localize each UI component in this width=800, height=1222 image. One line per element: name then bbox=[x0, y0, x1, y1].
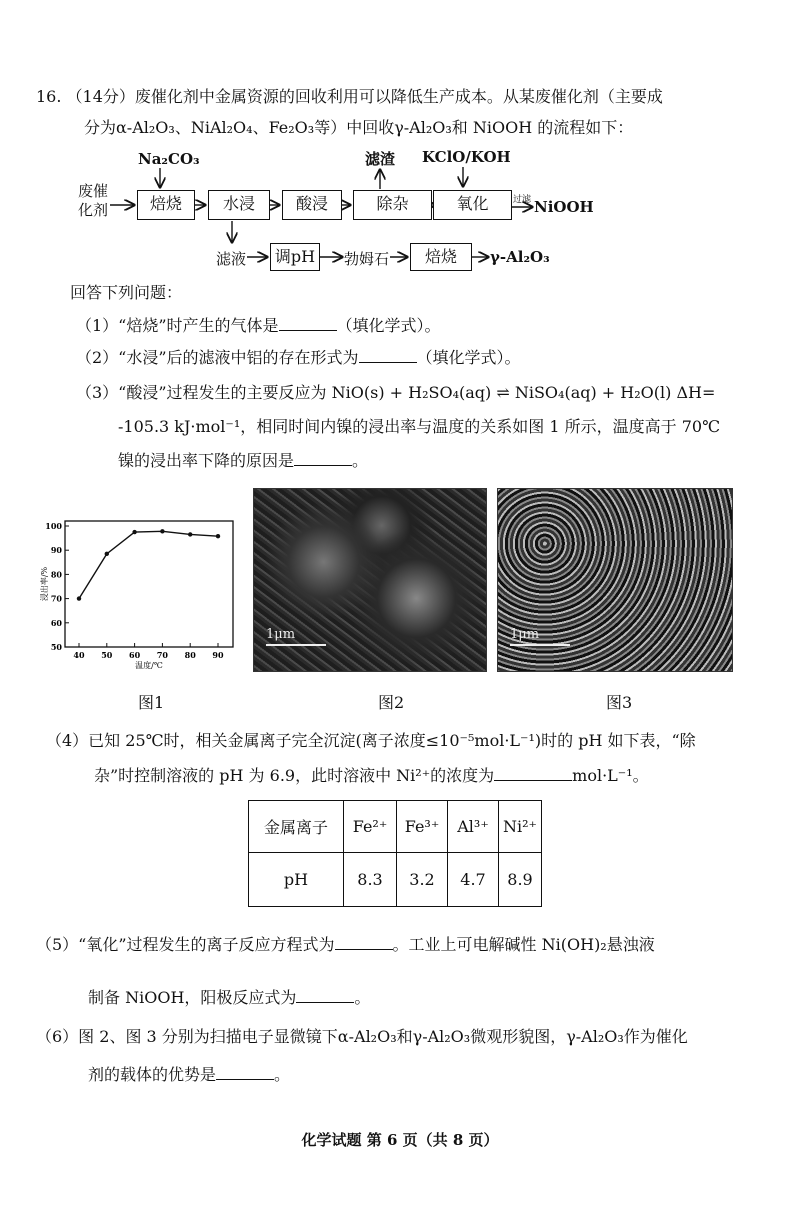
table-cell: 8.3 bbox=[344, 853, 397, 907]
data-point bbox=[105, 552, 109, 556]
q5-answer-blank-1[interactable] bbox=[335, 935, 393, 950]
question-5-line2 bbox=[88, 988, 370, 1008]
x-tick-label: 50 bbox=[101, 650, 113, 660]
table-header: Fe³⁺ bbox=[397, 801, 448, 853]
precipitation-ph-table bbox=[248, 800, 542, 907]
y-tick-label: 70 bbox=[50, 593, 62, 604]
flow-start-label: 废催化剂 bbox=[78, 182, 109, 219]
flow-boehmite-label: 勃姆石 bbox=[344, 250, 390, 268]
table-cell: 3.2 bbox=[397, 853, 448, 907]
scale-bar bbox=[510, 627, 570, 646]
table-cell: pH bbox=[249, 853, 344, 907]
flow-roast2-box: 焙烧 bbox=[410, 243, 472, 271]
data-point bbox=[77, 596, 81, 600]
answer-prompt: 回答下列问题： bbox=[70, 283, 183, 302]
figure3-caption: 图3 bbox=[606, 693, 633, 712]
y-tick-label: 60 bbox=[50, 617, 62, 628]
x-tick-label: 90 bbox=[212, 650, 224, 660]
y-tick-label: 100 bbox=[45, 521, 62, 531]
q4-answer-blank[interactable] bbox=[494, 766, 572, 781]
scale-label: 1μm bbox=[510, 627, 540, 642]
figure1-caption: 图1 bbox=[138, 693, 165, 712]
flow-impurity-removal-box: 除杂 bbox=[353, 190, 432, 220]
y-axis-label: 浸出率/% bbox=[40, 566, 49, 602]
q6-line1: （6）图 2、图 3 分别为扫描电子显微镜下α-Al₂O₃和γ-Al₂O₃微观形貌图，γ-Al₂O₃作为催化 bbox=[36, 1027, 688, 1046]
question-4-line2 bbox=[94, 766, 649, 786]
q3-line1: （3）“酸浸”过程发生的主要反应为 NiO(s) + H₂SO₄(aq) ⇌ NiSO₄(aq) + H₂O(l) ΔH= bbox=[76, 383, 716, 402]
data-point bbox=[160, 529, 164, 533]
flow-kclo-koh-label: KClO/KOH bbox=[422, 148, 511, 166]
q5-line1-post: 。工业上可电解碱性 Ni(OH)₂悬浊液 bbox=[392, 935, 655, 954]
y-tick-label: 50 bbox=[50, 642, 62, 652]
q5-line2-post: 。 bbox=[354, 988, 371, 1007]
q4-unit: mol·L⁻¹。 bbox=[572, 766, 649, 785]
question-6-line2 bbox=[88, 1065, 290, 1085]
x-tick-label: 40 bbox=[73, 650, 85, 660]
q1-text-post: （填化学式）。 bbox=[336, 316, 441, 335]
q4-line1: （4）已知 25℃时，相关金属离子完全沉淀(离子浓度≤10⁻⁵mol·L⁻¹)时的 pH 如下表，“除 bbox=[46, 731, 696, 750]
q5-line2-text: 制备 NiOOH，阳极反应式为 bbox=[88, 988, 297, 1007]
flow-residue-label: 滤渣 bbox=[365, 150, 396, 168]
question-5-line1 bbox=[36, 935, 655, 955]
series-line bbox=[79, 531, 218, 598]
q5-line1-text: （5）“氧化”过程发生的离子反应方程式为 bbox=[36, 935, 335, 954]
q6-answer-blank[interactable] bbox=[216, 1065, 274, 1080]
data-point bbox=[132, 530, 136, 534]
q4-line2-text: 杂”时控制溶液的 pH 为 6.9，此时溶液中 Ni²⁺的浓度为 bbox=[94, 766, 495, 785]
q3-line3-post: 。 bbox=[352, 451, 369, 470]
q1-text: （1）“焙烧”时产生的气体是 bbox=[76, 316, 279, 335]
table-row bbox=[249, 853, 542, 907]
figure3-sem-image-gamma-al2o3 bbox=[497, 488, 733, 672]
q2-text-post: （填化学式）。 bbox=[416, 348, 521, 367]
flow-filter-label: 过滤 bbox=[513, 195, 532, 205]
q5-answer-blank-2[interactable] bbox=[296, 988, 354, 1003]
x-tick-label: 60 bbox=[129, 650, 141, 660]
figure2-caption: 图2 bbox=[378, 693, 405, 712]
flow-niooh-label: NiOOH bbox=[534, 198, 594, 216]
scale-bar bbox=[266, 627, 326, 646]
flow-roast-box: 焙烧 bbox=[137, 190, 195, 220]
flow-oxidation-box: 氧化 bbox=[433, 190, 512, 220]
data-point bbox=[216, 534, 220, 538]
table-header: Ni²⁺ bbox=[499, 801, 542, 853]
flow-filtrate-label: 滤液 bbox=[216, 250, 247, 268]
x-axis-label: 温度/℃ bbox=[135, 661, 163, 670]
question-header-cont: 分为α-Al₂O₃、NiAl₂O₄、Fe₂O₃等）中回收γ-Al₂O₃和 NiOOH 的流程如下： bbox=[84, 118, 634, 137]
q3-line2: -105.3 kJ·mol⁻¹，相同时间内镍的浸出率与温度的关系如图 1 所示，温度高于 70℃ bbox=[118, 417, 720, 436]
y-tick-label: 80 bbox=[50, 569, 62, 580]
q6-line2-post: 。 bbox=[274, 1065, 291, 1084]
data-point bbox=[188, 532, 192, 536]
flow-na2co3-label: Na₂CO₃ bbox=[138, 150, 200, 168]
figure2-sem-image-alpha-al2o3 bbox=[253, 488, 487, 672]
q3-line3-text: 镍的浸出率下降的原因是 bbox=[118, 451, 295, 470]
flow-adjust-ph-box: 调pH bbox=[270, 243, 320, 271]
page-footer: 化学试题 第 6 页（共 8 页） bbox=[301, 1131, 499, 1149]
plot-frame bbox=[65, 521, 233, 647]
table-cell: 8.9 bbox=[499, 853, 542, 907]
table-header-row bbox=[249, 801, 542, 853]
table-cell: 4.7 bbox=[448, 853, 499, 907]
y-tick-label: 90 bbox=[50, 545, 62, 556]
table-header: Al³⁺ bbox=[448, 801, 499, 853]
x-tick-label: 70 bbox=[156, 650, 168, 660]
table-header: Fe²⁺ bbox=[344, 801, 397, 853]
scale-label: 1μm bbox=[266, 627, 296, 642]
x-tick-label: 80 bbox=[184, 650, 196, 660]
question-header: 16. （14分）废催化剂中金属资源的回收利用可以降低生产成本。从某废催化剂（主要成 bbox=[36, 87, 663, 106]
q6-line2-text: 剂的载体的优势是 bbox=[88, 1065, 217, 1084]
flow-gamma-al2o3-label: γ-Al₂O₃ bbox=[490, 248, 550, 266]
table-header: 金属离子 bbox=[249, 801, 344, 853]
q2-text: （2）“水浸”后的滤液中铝的存在形式为 bbox=[76, 348, 359, 367]
flow-water-leach-box: 水浸 bbox=[208, 190, 270, 220]
flow-acid-leach-box: 酸浸 bbox=[282, 190, 342, 220]
